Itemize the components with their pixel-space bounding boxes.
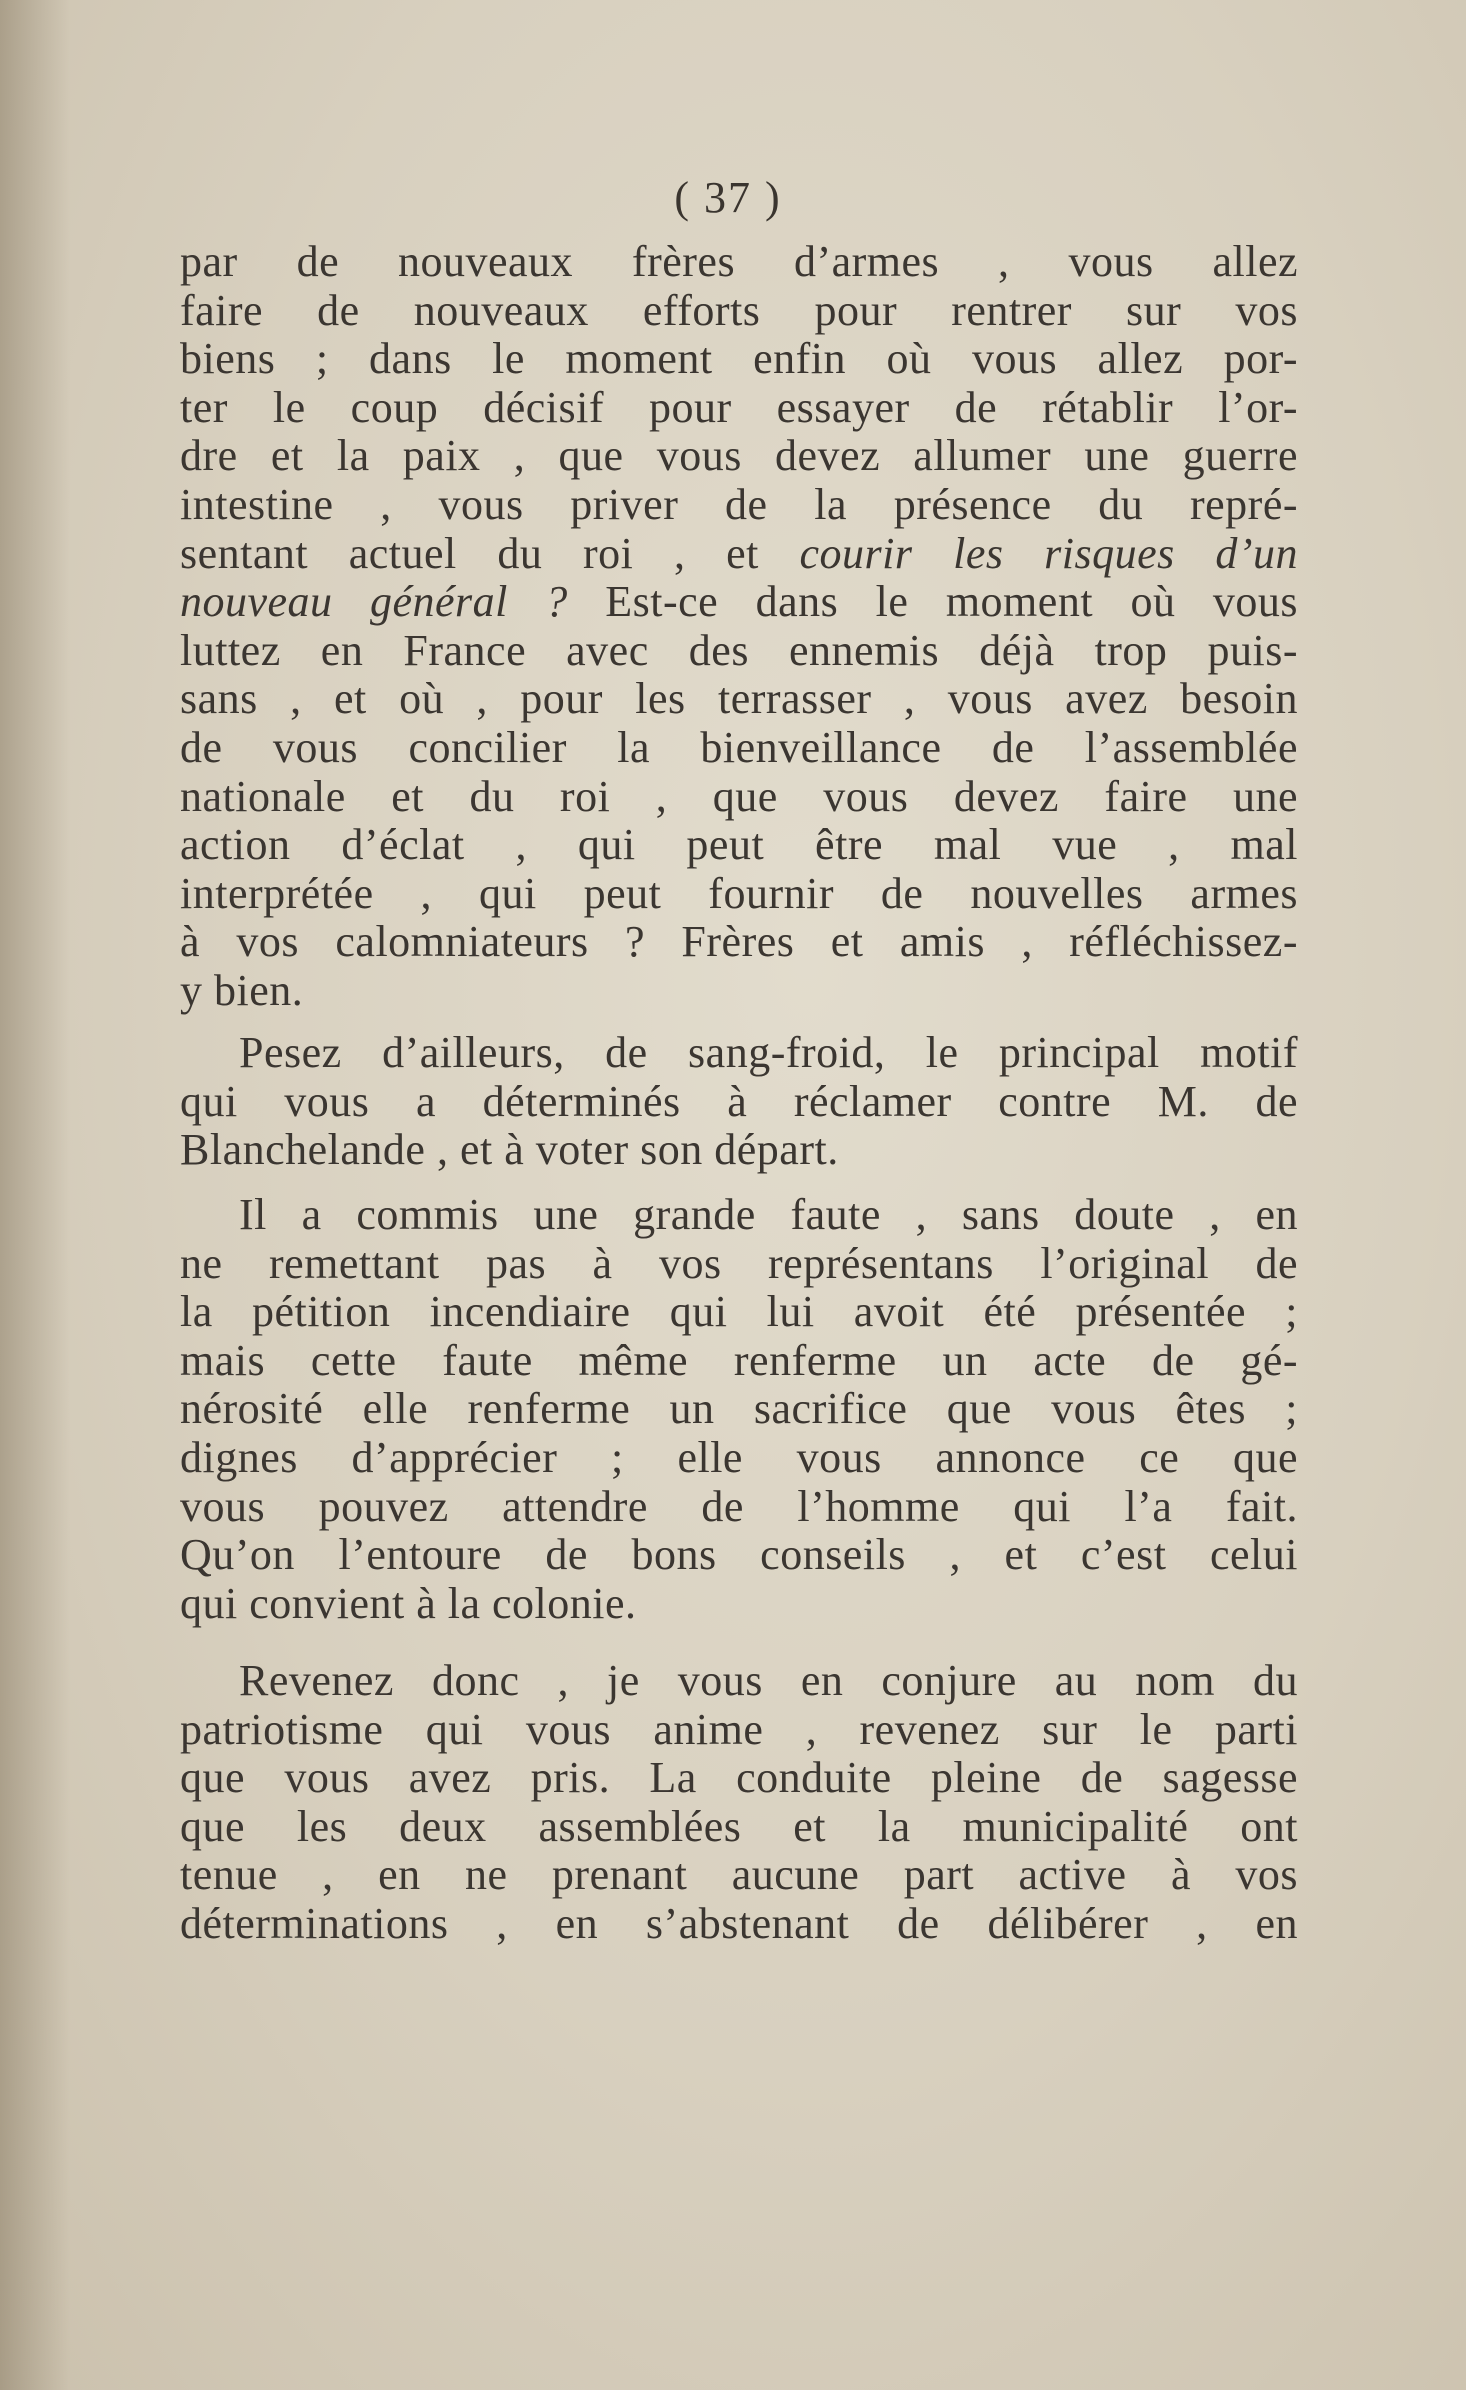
text-segment: sentant actuel du roi , et <box>180 529 800 578</box>
text-line: qui convient à la colonie. <box>180 1579 637 1628</box>
text-line: patriotisme qui vous anime , revenez sur le parti <box>180 1705 1298 1754</box>
text-line: Pesez d’ailleurs, de sang-froid, le principal motif <box>239 1029 1298 1077</box>
text-line: déterminations , en s’abstenant de délibérer , en <box>180 1899 1298 1948</box>
italic-segment: nouveau général ? <box>180 578 568 627</box>
text-line: biens ; dans le moment enfin où vous allez por- <box>180 335 1298 384</box>
binding-shadow <box>0 0 70 2390</box>
text-line: qui vous a déterminés à réclamer contre M. de <box>180 1077 1298 1126</box>
text-line: Qu’on l’entoure de bons conseils , et c’est celui <box>180 1531 1298 1580</box>
text-line: la pétition incendiaire qui lui avoit été présentée ; <box>180 1288 1298 1337</box>
paragraph <box>180 1657 1298 1949</box>
text-line: que les deux assemblées et la municipalité ont <box>180 1802 1298 1851</box>
page-number: ( 37 ) <box>674 173 782 222</box>
text-line: y bien. <box>180 966 304 1015</box>
text-line: interprétée , qui peut fournir de nouvelles armes <box>180 869 1298 918</box>
text-line: ter le coup décisif pour essayer de rétablir l’or- <box>180 383 1298 432</box>
text-line: Revenez donc , je vous en conjure au nom du <box>239 1657 1298 1705</box>
text-line: de vous concilier la bienveillance de l’assemblée <box>180 723 1298 772</box>
text-line <box>180 530 1298 579</box>
text-line: intestine , vous priver de la présence du repré- <box>180 480 1298 529</box>
text-line: dre et la paix , que vous devez allumer une guerre <box>180 432 1298 481</box>
paragraph <box>180 1191 1298 1628</box>
text-line: Blanchelande , et à voter son départ. <box>180 1126 839 1175</box>
text-line: vous pouvez attendre de l’homme qui l’a fait. <box>180 1482 1298 1531</box>
text-line: action d’éclat , qui peut être mal vue , mal <box>180 821 1298 870</box>
text-line: que vous avez pris. La conduite pleine de sagesse <box>180 1754 1298 1803</box>
text-line <box>180 578 1298 627</box>
text-line: nationale et du roi , que vous devez faire une <box>180 772 1298 821</box>
text-line: faire de nouveaux efforts pour rentrer sur vos <box>180 286 1298 335</box>
italic-segment: courir les risques d’un <box>799 529 1298 578</box>
text-line: sans , et où , pour les terrasser , vous avez besoin <box>180 675 1298 724</box>
text-line: par de nouveaux frères d’armes , vous allez <box>180 238 1298 286</box>
text-segment: Est-ce dans le moment où vous <box>567 578 1298 627</box>
paragraph <box>180 238 1298 1016</box>
text-line: tenue , en ne prenant aucune part active à vos <box>180 1851 1298 1900</box>
text-line: luttez en France avec des ennemis déjà trop puis- <box>180 626 1298 675</box>
text-line: ne remettant pas à vos représentans l’original de <box>180 1239 1298 1288</box>
text-line: Il a commis une grande faute , sans doute , en <box>239 1191 1298 1239</box>
text-line: nérosité elle renferme un sacrifice que vous êtes ; <box>180 1385 1298 1434</box>
paragraph <box>180 1029 1298 1175</box>
text-line: dignes d’apprécier ; elle vous annonce ce que <box>180 1433 1298 1482</box>
text-line: mais cette faute même renferme un acte de gé- <box>180 1336 1298 1385</box>
text-line: à vos calomniateurs ? Frères et amis , réfléchissez- <box>180 918 1298 967</box>
